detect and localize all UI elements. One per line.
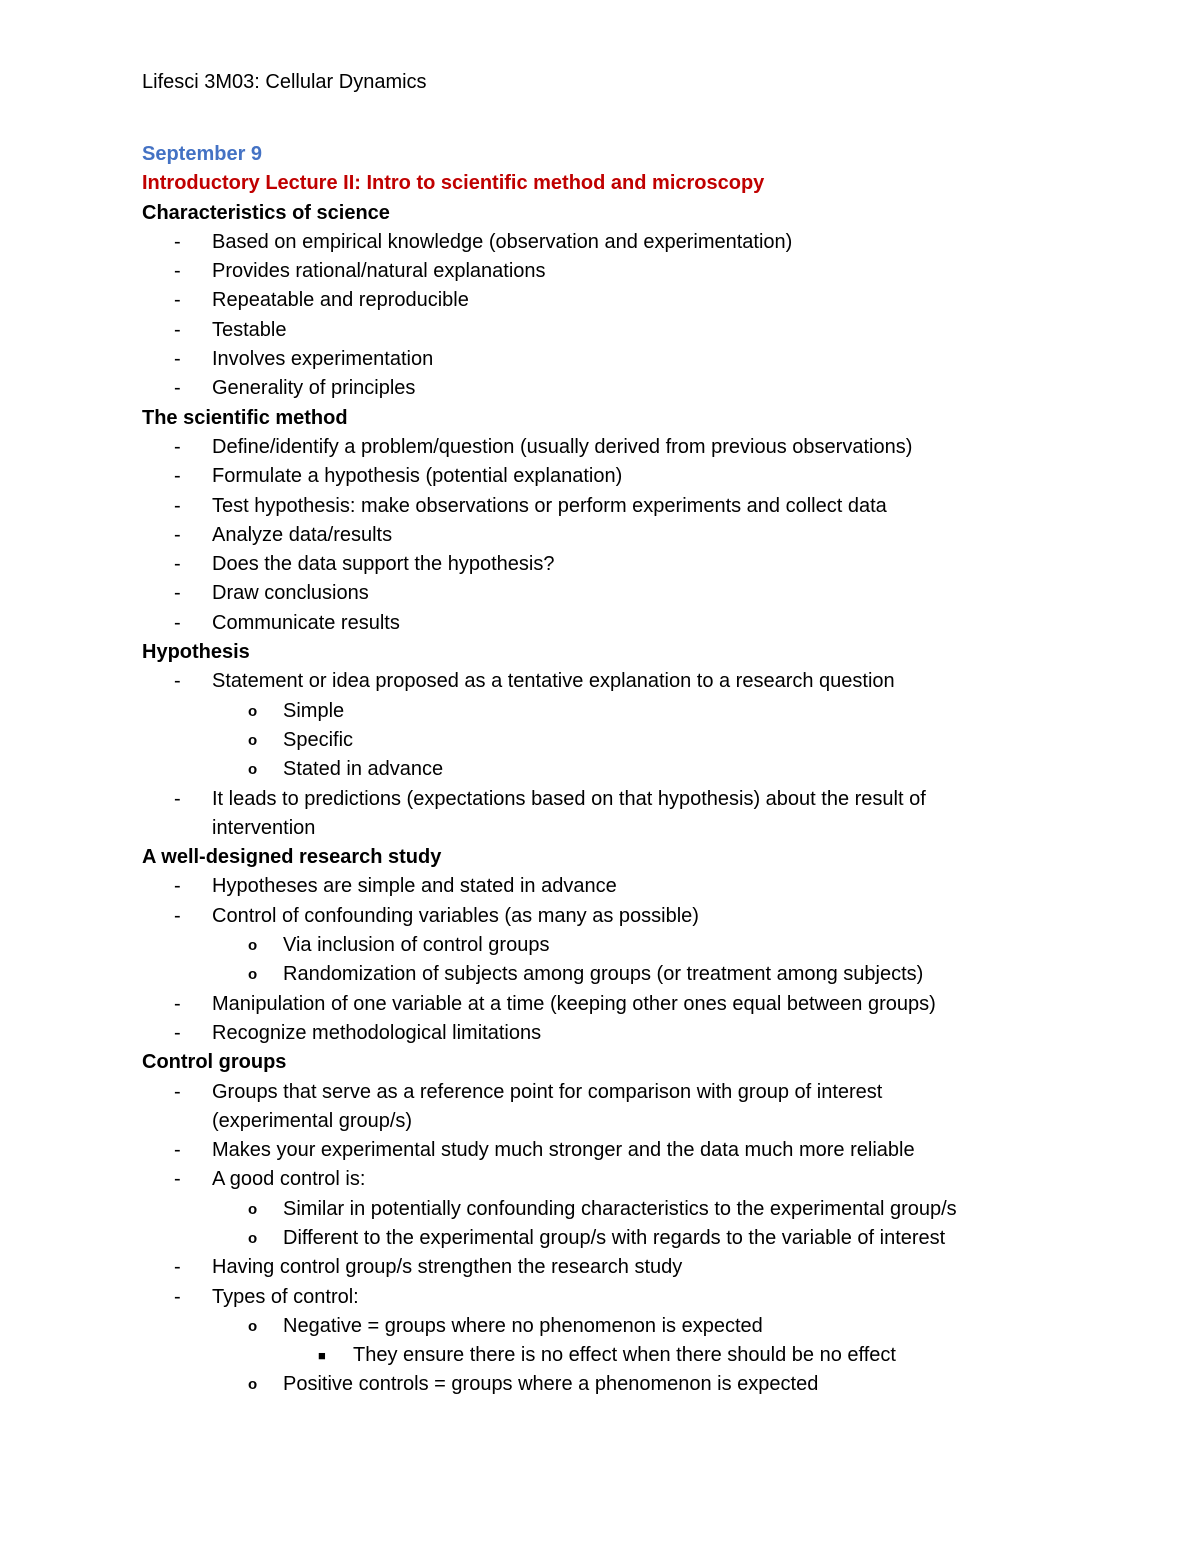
list-item-text: Test hypothesis: make observations or perform experiments and collect data bbox=[212, 494, 887, 517]
list-item bbox=[142, 345, 1142, 374]
section-heading-hypothesis: Hypothesis bbox=[142, 641, 250, 664]
list-item-text: Control of confounding variables (as many as possible) bbox=[212, 904, 699, 927]
circle-bullet: o bbox=[248, 1376, 258, 1394]
list-item-text: Draw conclusions bbox=[212, 582, 369, 605]
list-item bbox=[142, 1253, 1142, 1282]
document-page bbox=[142, 68, 1142, 1400]
list-item-text: Via inclusion of control groups bbox=[283, 934, 550, 957]
list-item-text-continued: (experimental group/s) bbox=[212, 1109, 413, 1132]
circle-bullet: o bbox=[248, 1317, 258, 1335]
list-item-text: Provides rational/natural explanations bbox=[212, 260, 546, 283]
list-item-text: Analyze data/results bbox=[212, 523, 393, 546]
list-item bbox=[142, 1078, 1142, 1137]
sub-list-item bbox=[142, 726, 1142, 755]
list-item-text: Testable bbox=[212, 318, 287, 341]
list-item bbox=[142, 872, 1142, 901]
dash-bullet: - bbox=[174, 787, 181, 810]
dash-bullet: - bbox=[174, 553, 181, 576]
list-item-text: Groups that serve as a reference point for comparison with group of interest bbox=[212, 1080, 883, 1103]
list-item-text: Specific bbox=[283, 728, 354, 751]
sub-sub-list-item bbox=[142, 1341, 1142, 1370]
list-item-text: It leads to predictions (expectations based on that hypothesis) about the result of bbox=[212, 787, 926, 810]
dash-bullet: - bbox=[174, 1021, 181, 1044]
list-item-text: Based on empirical knowledge (observation and experimentation) bbox=[212, 230, 793, 253]
dash-bullet: - bbox=[174, 465, 181, 488]
sub-list-item bbox=[142, 1224, 1142, 1253]
dash-bullet: - bbox=[174, 1080, 181, 1103]
list-item bbox=[142, 257, 1142, 286]
list-item-text: Having control group/s strengthen the research study bbox=[212, 1256, 683, 1279]
list-item bbox=[142, 316, 1142, 345]
list-item bbox=[142, 990, 1142, 1019]
dash-bullet: - bbox=[174, 377, 181, 400]
list-item-text: Recognize methodological limitations bbox=[212, 1021, 542, 1044]
list-item-text: Similar in potentially confounding characteristics to the experimental group/s bbox=[283, 1197, 957, 1220]
spacer bbox=[142, 97, 1142, 140]
sub-list-item bbox=[142, 1370, 1142, 1399]
list-item-text: Stated in advance bbox=[283, 758, 444, 781]
list-item-text: They ensure there is no effect when there should be no effect bbox=[353, 1344, 896, 1367]
dash-bullet: - bbox=[174, 582, 181, 605]
square-bullet: ■ bbox=[318, 1348, 326, 1364]
dash-bullet: - bbox=[174, 435, 181, 458]
list-item bbox=[142, 433, 1142, 462]
list-item-text: Positive controls = groups where a phenomenon is expected bbox=[283, 1373, 819, 1396]
dash-bullet: - bbox=[174, 348, 181, 371]
dash-bullet: - bbox=[174, 670, 181, 693]
dash-bullet: - bbox=[174, 523, 181, 546]
dash-bullet: - bbox=[174, 1168, 181, 1191]
list-item-text: Types of control: bbox=[212, 1285, 359, 1308]
dash-bullet: - bbox=[174, 1256, 181, 1279]
circle-bullet: o bbox=[248, 731, 258, 749]
list-item-text: Communicate results bbox=[212, 611, 400, 634]
sub-list-item bbox=[142, 1312, 1142, 1341]
sub-list-item bbox=[142, 931, 1142, 960]
list-item-text: Simple bbox=[283, 699, 345, 722]
list-item bbox=[142, 1136, 1142, 1165]
dash-bullet: - bbox=[174, 904, 181, 927]
list-item-text: Makes your experimental study much stronger and the data much more reliable bbox=[212, 1139, 915, 1162]
list-item-text: Formulate a hypothesis (potential explanation) bbox=[212, 465, 623, 488]
sub-list-item bbox=[142, 697, 1142, 726]
dash-bullet: - bbox=[174, 318, 181, 341]
list-item-text: Define/identify a problem/question (usually derived from previous observations) bbox=[212, 435, 913, 458]
list-item-text: Hypotheses are simple and stated in advance bbox=[212, 875, 617, 898]
section-heading-scientific-method: The scientific method bbox=[142, 406, 348, 429]
list-item bbox=[142, 374, 1142, 403]
dash-bullet: - bbox=[174, 1139, 181, 1162]
list-item bbox=[142, 1019, 1142, 1048]
dash-bullet: - bbox=[174, 230, 181, 253]
list-item-text: Different to the experimental group/s with regards to the variable of interest bbox=[283, 1226, 946, 1249]
list-item-text: Does the data support the hypothesis? bbox=[212, 553, 555, 576]
section-heading-research-study: A well-designed research study bbox=[142, 846, 442, 869]
dash-bullet: - bbox=[174, 289, 181, 312]
dash-bullet: - bbox=[174, 611, 181, 634]
list-item bbox=[142, 462, 1142, 491]
list-item bbox=[142, 902, 1142, 931]
list-item bbox=[142, 286, 1142, 315]
list-item bbox=[142, 785, 1142, 844]
course-title: Lifesci 3M03: Cellular Dynamics bbox=[142, 71, 427, 93]
circle-bullet: o bbox=[248, 966, 258, 984]
dash-bullet: - bbox=[174, 875, 181, 898]
list-item bbox=[142, 228, 1142, 257]
list-item-text: Involves experimentation bbox=[212, 348, 434, 371]
list-item bbox=[142, 550, 1142, 579]
list-item bbox=[142, 492, 1142, 521]
list-item-text: A good control is: bbox=[212, 1168, 366, 1191]
section-heading-control-groups: Control groups bbox=[142, 1051, 287, 1074]
dash-bullet: - bbox=[174, 992, 181, 1015]
circle-bullet: o bbox=[248, 1200, 258, 1218]
lecture-date: September 9 bbox=[142, 143, 263, 165]
list-item bbox=[142, 667, 1142, 696]
list-item-text: Repeatable and reproducible bbox=[212, 289, 469, 312]
list-item-text: Manipulation of one variable at a time (keeping other ones equal between groups) bbox=[212, 992, 936, 1015]
list-item-text: Statement or idea proposed as a tentative explanation to a research question bbox=[212, 670, 895, 693]
list-item-text: Negative = groups where no phenomenon is expected bbox=[283, 1314, 763, 1337]
list-item-text-continued: intervention bbox=[212, 816, 316, 839]
list-item bbox=[142, 1283, 1142, 1312]
list-item bbox=[142, 609, 1142, 638]
sub-list-item bbox=[142, 1195, 1142, 1224]
circle-bullet: o bbox=[248, 761, 258, 779]
list-item bbox=[142, 1165, 1142, 1194]
dash-bullet: - bbox=[174, 1285, 181, 1308]
dash-bullet: - bbox=[174, 260, 181, 283]
list-item bbox=[142, 579, 1142, 608]
section-heading-characteristics: Characteristics of science bbox=[142, 201, 390, 224]
circle-bullet: o bbox=[248, 1229, 258, 1247]
dash-bullet: - bbox=[174, 494, 181, 517]
sub-list-item bbox=[142, 755, 1142, 784]
sub-list-item bbox=[142, 960, 1142, 989]
lecture-title: Introductory Lecture II: Intro to scientific method and microscopy bbox=[142, 172, 765, 195]
list-item bbox=[142, 521, 1142, 550]
list-item-text: Generality of principles bbox=[212, 377, 416, 400]
list-item-text: Randomization of subjects among groups (or treatment among subjects) bbox=[283, 963, 924, 986]
circle-bullet: o bbox=[248, 702, 258, 720]
circle-bullet: o bbox=[248, 937, 258, 955]
